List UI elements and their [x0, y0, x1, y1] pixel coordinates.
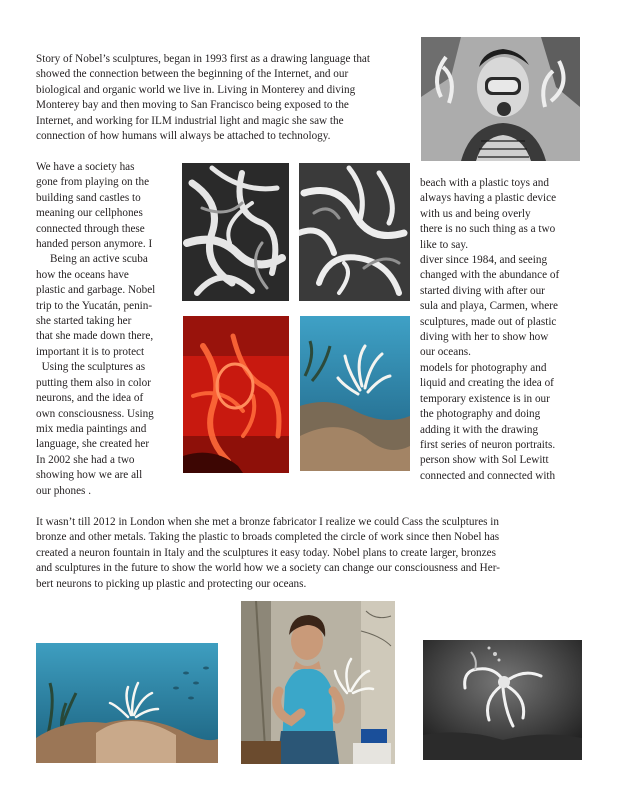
right-line: there is no such thing as a two: [420, 223, 556, 236]
left-line: our phones .: [36, 484, 91, 497]
right-line: first series of neuron portraits.: [420, 438, 556, 451]
diver-portrait-photo: [421, 37, 580, 161]
left-line: plastic and garbage. Nobel: [36, 284, 156, 297]
intro-line: biological and organic world we live in. Living in Monterey and diving: [36, 83, 356, 96]
left-column-text: [36, 160, 176, 499]
left-line: that she made down there,: [36, 330, 154, 343]
right-line: connected and connected with: [420, 469, 556, 482]
left-line: trip to the Yucatán, penin-: [36, 299, 153, 312]
artist-portrait-photo: [241, 601, 395, 764]
left-line: building sand castles to: [36, 191, 141, 204]
red-sculpture-photo: [183, 316, 289, 473]
right-line: changed with the abundance of: [420, 269, 560, 282]
closing-line: and sculptures in the future to show the world how we a society can change our consciousness and Her-: [36, 562, 500, 575]
right-line: person show with Sol Lewitt: [420, 454, 549, 467]
right-line: started diving with after our: [420, 284, 545, 297]
closing-line: bert neurons to picking up plastic and protecting our oceans.: [36, 577, 307, 590]
right-line: models for photography and: [420, 361, 547, 374]
left-line: how the oceans have: [36, 268, 129, 281]
closing-line: It wasn’t till 2012 in London when she met a bronze fabricator I realize we could Cass the sculptures in: [36, 516, 500, 528]
left-line: In 2002 she had a two: [36, 453, 135, 466]
right-line: like to say.: [420, 238, 469, 251]
left-line: Being an active scuba: [36, 253, 148, 266]
right-line: with us and being overly: [420, 207, 531, 220]
reef-sculpture-photo: [36, 643, 218, 763]
left-line: neurons, and the idea of: [36, 392, 144, 405]
underwater-sculpture-photo: [300, 316, 410, 471]
closing-line: bronze and other metals. Taking the plastic to broads completed the circle of work since then Nobel has: [36, 531, 500, 544]
left-line: she started taking her: [36, 315, 132, 328]
right-line: diver since 1984, and seeing: [420, 254, 548, 267]
right-column-text: [420, 176, 590, 484]
closing-paragraph: [36, 515, 584, 592]
right-line: diving with her to show how: [420, 331, 549, 344]
left-line: Using the sculptures as: [36, 361, 146, 374]
intro-paragraph: [36, 52, 414, 144]
right-line: beach with a plastic toys and: [420, 177, 549, 189]
intro-line: Monterey bay and then moving to San Francisco being exposed to the: [36, 99, 349, 112]
left-line: mix media paintings and: [36, 422, 147, 435]
bw-sculpture-photo-1: [182, 163, 289, 301]
left-line: putting them also in color: [36, 376, 151, 389]
right-line: our oceans.: [420, 346, 471, 359]
left-line: own consciousness. Using: [36, 407, 154, 420]
right-line: temporary existence is in our: [420, 392, 550, 405]
left-line: meaning our cellphones: [36, 207, 143, 220]
left-line: showing how we are all: [36, 469, 143, 482]
left-line: language, she created her: [36, 438, 150, 451]
intro-line: Story of Nobel’s sculptures, began in 1993 first as a drawing language that: [36, 53, 370, 65]
right-line: always having a plastic device: [420, 192, 557, 205]
right-line: sula and playa, Carmen, where: [420, 300, 558, 313]
intro-line: connection of how humans will always be attached to technology.: [36, 130, 331, 143]
bw-underwater-photo: [423, 640, 582, 760]
bw-sculpture-photo-2: [299, 163, 410, 301]
intro-line: showed the connection between the beginning of the Internet, and our: [36, 68, 349, 81]
right-line: adding it with the drawing: [420, 423, 539, 436]
right-line: liquid and creating the idea of: [420, 377, 554, 390]
left-line: handed person anymore. I: [36, 238, 153, 251]
left-line: important it is to protect: [36, 345, 145, 358]
left-line: We have a society has: [36, 161, 135, 173]
left-line: gone from playing on the: [36, 176, 150, 189]
intro-line: Internet, and working for ILM industrial light and magic she saw the: [36, 114, 344, 127]
right-line: sculptures, made out of plastic: [420, 315, 557, 328]
right-line: the photography and doing: [420, 408, 541, 421]
closing-line: created a neuron fountain in Italy and the sculptures it easy today. Nobel plans to create larger, bronzes: [36, 546, 496, 559]
left-line: connected through these: [36, 222, 145, 235]
